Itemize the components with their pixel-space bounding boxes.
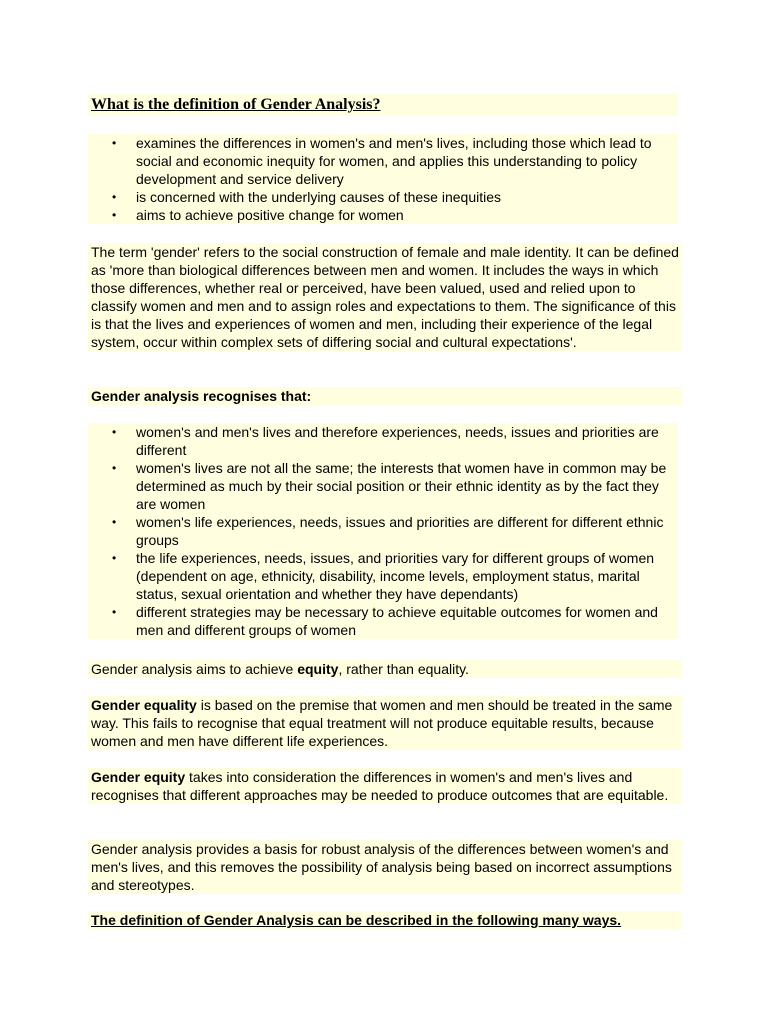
recognises-heading: Gender analysis recognises that: bbox=[88, 387, 681, 405]
list-item: • different strategies may be necessary to achieve equitable outcomes for women and men and different groups of women bbox=[112, 604, 658, 638]
equity-line: Gender analysis aims to achieve equity, rather than equality. bbox=[88, 660, 681, 678]
gender-equity-paragraph: Gender equity takes into consideration the differences in women's and men's lives and recognises that different approaches may be needed to produce outcomes that are equitable. bbox=[88, 768, 681, 804]
list-item: • women's life experiences, needs, issues and priorities are different for different ethnic groups bbox=[112, 514, 664, 548]
bullet-icon: • bbox=[112, 136, 117, 150]
page-title: What is the definition of Gender Analysis? bbox=[88, 94, 678, 116]
basis-paragraph: Gender analysis provides a basis for robust analysis of the differences between women's and men's lives, and this removes the possibility of analysis being based on incorrect assumptions and stereotypes. bbox=[88, 840, 681, 894]
list-item: • aims to achieve positive change for women bbox=[112, 207, 404, 223]
list-item: • examines the differences in women's and men's lives, including those which lead to social and economic inequity for women, and applies this understanding to policy development and service delivery bbox=[112, 135, 652, 187]
closing-heading: The definition of Gender Analysis can be described in the following many ways. bbox=[88, 911, 681, 929]
list-item: • women's lives are not all the same; the interests that women have in common may be determined as much by their social position or their ethnic identity as by the fact they are women bbox=[112, 460, 667, 512]
recognises-list bbox=[88, 423, 678, 639]
bullet-icon: • bbox=[112, 605, 117, 619]
gender-term-paragraph: The term 'gender' refers to the social construction of female and male identity. It can be defined as 'more than biological differences between men and women. It includes the ways in which those differences, whether real or perceived, have been valued, used and relied upon to classify women and men and to assign roles and expectations to them. The significance of this is that the lives and experiences of women and men, including their experience of the legal system, occur within complex sets of differing social and cultural expectations'. bbox=[88, 243, 681, 351]
list-item: • is concerned with the underlying causes of these inequities bbox=[112, 189, 501, 205]
list-item: • women's and men's lives and therefore experiences, needs, issues and priorities are different bbox=[112, 424, 659, 458]
gender-equality-paragraph: Gender equality is based on the premise that women and men should be treated in the same way. This fails to recognise that equal treatment will not produce equitable results, because women and men have different life experiences. bbox=[88, 696, 681, 750]
bullet-icon: • bbox=[112, 461, 117, 475]
bullet-icon: • bbox=[112, 190, 117, 204]
bullet-icon: • bbox=[112, 551, 117, 565]
list-item: • the life experiences, needs, issues, and priorities vary for different groups of women (dependent on age, ethnicity, disability, income levels, employment status, marital status, sexual orientation and whether they have dependants) bbox=[112, 550, 655, 602]
bullet-icon: • bbox=[112, 208, 117, 222]
bullet-icon: • bbox=[112, 425, 117, 439]
bullet-icon: • bbox=[112, 515, 117, 529]
analysis-list bbox=[88, 134, 678, 224]
